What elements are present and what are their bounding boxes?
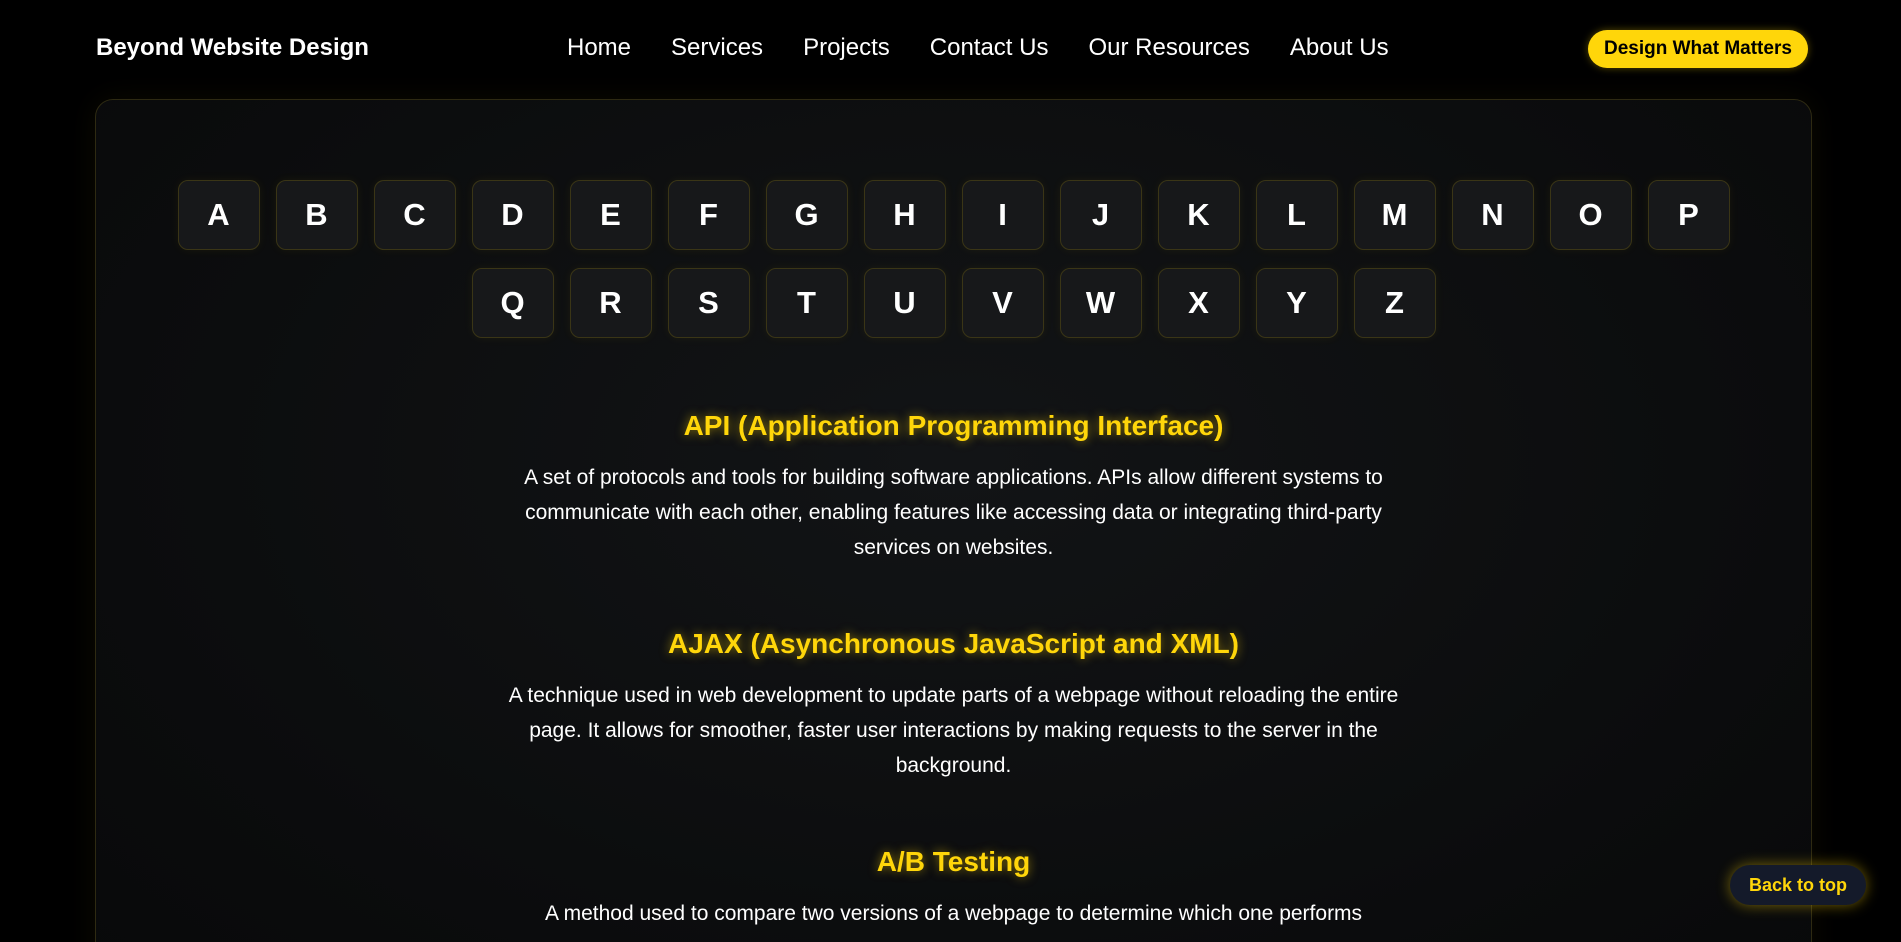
glossary-entry: [494, 628, 1414, 783]
letter-filter-n[interactable]: N: [1452, 180, 1534, 250]
letter-filter-p[interactable]: P: [1648, 180, 1730, 250]
alphabet-row-1: [96, 180, 1811, 250]
brand-logo-text[interactable]: Beyond Website Design: [96, 34, 369, 61]
letter-filter-d[interactable]: D: [472, 180, 554, 250]
letter-filter-s[interactable]: S: [668, 268, 750, 338]
letter-filter-r[interactable]: R: [570, 268, 652, 338]
letter-filter-l[interactable]: L: [1256, 180, 1338, 250]
letter-filter-x[interactable]: X: [1158, 268, 1240, 338]
letter-filter-e[interactable]: E: [570, 180, 652, 250]
glossary-term-title: AJAX (Asynchronous JavaScript and XML): [667, 628, 1239, 659]
glossary-term-definition: A method used to compare two versions of a webpage to determine which one performs: [544, 902, 1363, 925]
letter-filter-b[interactable]: B: [276, 180, 358, 250]
glossary-entry: [494, 410, 1414, 565]
letter-filter-i[interactable]: I: [962, 180, 1044, 250]
letter-filter-m[interactable]: M: [1354, 180, 1436, 250]
glossary-list: [96, 410, 1811, 942]
letter-filter-o[interactable]: O: [1550, 180, 1632, 250]
nav-link-projects[interactable]: Projects: [803, 34, 890, 61]
letter-filter-g[interactable]: G: [766, 180, 848, 250]
nav-link-our-resources[interactable]: Our Resources: [1088, 34, 1250, 61]
glossary-term-definition: A technique used in web development to update parts of a webpage without reloading the entire page. It allows for smoother, faster user interactions by making requests to the server in the background.: [508, 684, 1399, 777]
letter-filter-k[interactable]: K: [1158, 180, 1240, 250]
letter-filter-h[interactable]: H: [864, 180, 946, 250]
design-what-matters-button[interactable]: Design What Matters: [1588, 30, 1808, 68]
letter-filter-z[interactable]: Z: [1354, 268, 1436, 338]
nav-link-about-us[interactable]: About Us: [1289, 34, 1389, 61]
glossary-term-title: A/B Testing: [876, 846, 1031, 877]
back-to-top-button[interactable]: Back to top: [1730, 865, 1866, 905]
nav-link-contact-us[interactable]: Contact Us: [929, 34, 1049, 61]
letter-filter-a[interactable]: A: [178, 180, 260, 250]
letter-filter-v[interactable]: V: [962, 268, 1044, 338]
letter-filter-f[interactable]: F: [668, 180, 750, 250]
glossary-term-title: API (Application Programming Interface): [683, 410, 1224, 441]
letter-filter-y[interactable]: Y: [1256, 268, 1338, 338]
letter-filter-u[interactable]: U: [864, 268, 946, 338]
alphabet-row-2: [96, 268, 1811, 338]
letter-filter-w[interactable]: W: [1060, 268, 1142, 338]
letter-filter-t[interactable]: T: [766, 268, 848, 338]
nav-link-home[interactable]: Home: [567, 34, 632, 61]
letter-filter-j[interactable]: J: [1060, 180, 1142, 250]
main-nav: [567, 34, 1429, 62]
site-header: [0, 0, 1901, 97]
letter-filter-c[interactable]: C: [374, 180, 456, 250]
glossary-panel: [95, 99, 1812, 942]
nav-link-services[interactable]: Services: [671, 34, 764, 61]
letter-filter-q[interactable]: Q: [472, 268, 554, 338]
glossary-term-definition: A set of protocols and tools for building software applications. APIs allow different systems to communicate with each other, enabling features like accessing data or integrating third-party services on websites.: [524, 466, 1383, 559]
glossary-entry: [494, 846, 1414, 931]
